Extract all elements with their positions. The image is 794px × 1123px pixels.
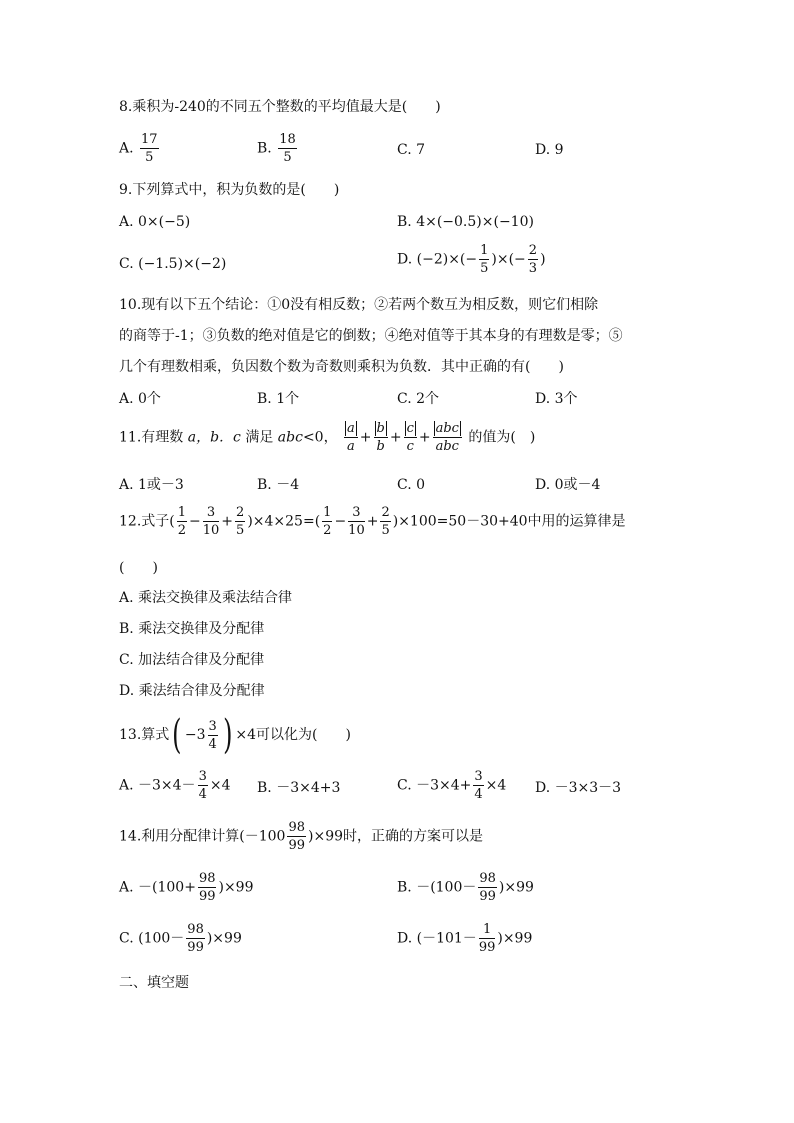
fraction: $\frac{c}{c}$: [404, 422, 417, 453]
question-11-stem: 11.有理数 a，b．c 满足 abc<0， $\frac{a}{a}$ + $\frac{b}{b}$ + $\frac{c}{c}$ + $\frac{\text{abc}}{\text{abc}}$ 的值为( ): [119, 421, 536, 454]
question-10-option-a: A. 0个: [119, 391, 161, 407]
fraction: $\frac{2}{5}$: [236, 505, 245, 538]
question-8-stem: 8.乘积为-240的不同五个整数的平均值最大是( ): [119, 99, 441, 115]
question-9-option-c: C. (−1.5)×(−2): [119, 256, 227, 272]
question-9-stem: 9.下列算式中，积为负数的是( ): [119, 182, 340, 198]
fraction: $\frac{1}{2}$: [177, 505, 187, 538]
question-14-option-d: D. (－101－ $\frac{1}{99}$ )×99: [397, 922, 533, 955]
question-8-option-c: C. 7: [397, 142, 426, 158]
question-12-option-a: A. 乘法交换律及乘法结合律: [119, 590, 293, 606]
question-10-line-1: 10.现有以下五个结论：①0没有相反数；②若两个数互为相反数，则它们相除: [119, 297, 599, 313]
question-11-option-c: C. 0: [397, 477, 426, 493]
fraction: $\frac{98}{99}$: [288, 820, 305, 853]
fraction: $\frac{18}{5}$: [279, 132, 296, 165]
question-14-option-b: B. －(100－ $\frac{98}{99}$ )×99: [397, 871, 534, 904]
question-13-stem: 13.算式( −3 $\frac{3}{4}$ ) ×4可以化为( ): [119, 712, 351, 758]
fraction: $\frac{3}{4}$: [198, 769, 207, 802]
question-13-option-c: C. －3×4+ $\frac{3}{4}$ ×4: [397, 769, 507, 802]
question-8-option-d: D. 9: [535, 142, 564, 158]
fraction: $\frac{3}{4}$: [474, 769, 483, 802]
question-13-option-d: D. －3×3－3: [535, 780, 622, 796]
question-13-option-b: B. －3×4+3: [257, 780, 341, 796]
question-11-option-b: B. －4: [257, 477, 300, 493]
question-10-line-2: 的商等于-1；③负数的绝对值是它的倒数；④绝对值等于其本身的有理数是零；⑤: [119, 328, 623, 344]
fraction: $\frac{3}{10}$: [348, 505, 365, 538]
question-11-option-d: D. 0或－4: [535, 477, 601, 493]
question-12-option-b: B. 乘法交换律及分配律: [119, 621, 265, 637]
fraction: $\frac{1}{5}$: [480, 243, 489, 276]
question-10-option-d: D. 3个: [535, 391, 578, 407]
fraction: $\frac{98}{99}$: [198, 871, 216, 904]
fraction: $\frac{a}{a}$: [344, 422, 358, 453]
question-12-stem: 12.式子( $\frac{1}{2}$ − $\frac{3}{10}$ + $\frac{2}{5}$ )×4×25=( $\frac{1}{2}$ − $\frac{3}{10}$ + $\frac{2}{5}$ )×100=50－30+40中用的运算律是: [119, 505, 626, 538]
fraction: $\frac{98}{99}$: [479, 871, 496, 904]
question-10-option-b: B. 1个: [257, 391, 300, 407]
question-14-option-a: A. －(100+ $\frac{98}{99}$ )×99: [119, 871, 254, 904]
fraction: $\frac{17}{5}$: [141, 132, 158, 165]
question-8-option-b: B. $\frac{18}{5}$: [257, 132, 296, 165]
question-9-option-d: D. (−2)×(− $\frac{1}{5}$ )×(− $\frac{2}{3}$ ): [397, 243, 546, 276]
question-12-option-c: C. 加法结合律及分配律: [119, 652, 265, 668]
fraction: $\frac{3}{4}$: [208, 718, 217, 752]
question-9-option-b: B. 4×(−0.5)×(−10): [397, 214, 534, 230]
fraction: $\frac{2}{3}$: [528, 243, 538, 276]
fraction: $\frac{\text{abc}}{\text{abc}}$: [433, 422, 462, 453]
fraction: $\frac{b}{b}$: [374, 422, 388, 453]
question-14-option-c: C. (100－ $\frac{98}{99}$ )×99: [119, 922, 242, 955]
fraction: $\frac{1}{2}$: [323, 505, 332, 538]
question-9-option-a: A. 0×(−5): [119, 214, 191, 230]
question-8-option-a: A. $\frac{17}{5}$: [119, 132, 158, 165]
fraction: $\frac{2}{5}$: [381, 505, 390, 538]
question-12-option-d: D. 乘法结合律及分配律: [119, 683, 265, 699]
fraction: $\frac{98}{99}$: [187, 922, 204, 955]
question-10-option-c: C. 2个: [397, 391, 440, 407]
question-10-line-3: 几个有理数相乘，负因数个数为奇数则乘积为负数．其中正确的有( ): [119, 359, 564, 375]
question-12-blank: ( ): [119, 560, 158, 576]
question-11-option-a: A. 1或－3: [119, 477, 184, 493]
question-13-option-a: A. －3×4－ $\frac{3}{4}$ ×4: [119, 769, 231, 802]
section-heading-fill-in-blank: 二、填空题: [119, 975, 189, 991]
fraction: $\frac{1}{99}$: [478, 922, 496, 955]
fraction: $\frac{3}{10}$: [202, 505, 220, 538]
question-14-stem: 14.利用分配律计算(－100 $\frac{98}{99}$ )×99时，正确的方案可以是: [119, 820, 484, 853]
